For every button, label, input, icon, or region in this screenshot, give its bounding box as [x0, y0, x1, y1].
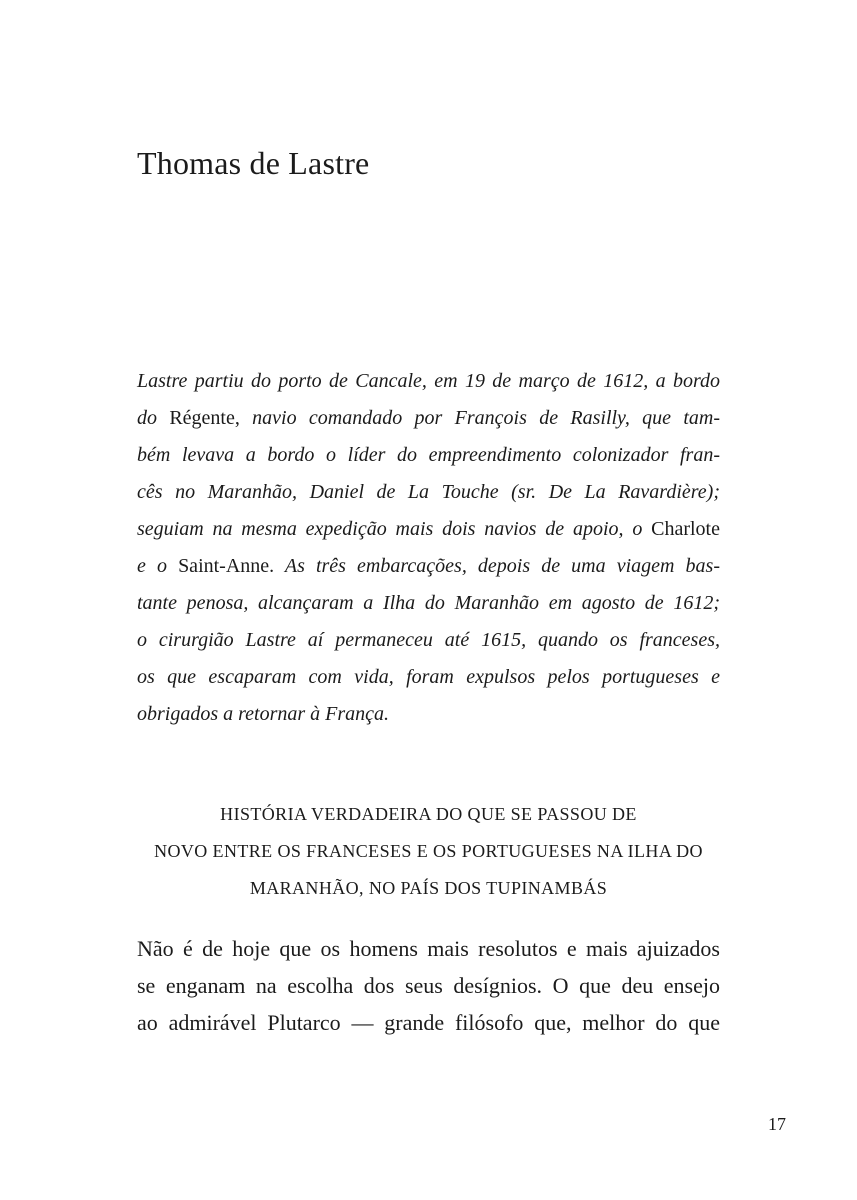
body-paragraph	[137, 930, 720, 1041]
lede-line	[137, 400, 720, 437]
text-segment: Saint-Anne.	[178, 555, 275, 577]
lede-line	[137, 437, 720, 474]
text-segment: do	[137, 407, 170, 429]
section-heading-line: HISTÓRIA VERDADEIRA DO QUE SE PASSOU DE	[220, 804, 637, 824]
lede-line	[137, 585, 720, 622]
text-segment: seguiam na mesma expedição mais dois navios de apoio, o	[137, 518, 652, 540]
lede-line	[137, 548, 720, 585]
text-segment: As três embarcações, depois de uma viagem bas-	[274, 555, 720, 577]
text-segment: obrigados a retornar à França.	[137, 703, 390, 725]
lede-line	[137, 363, 720, 400]
page-number: 17	[768, 1114, 786, 1134]
text-segment: Régente,	[169, 407, 240, 429]
lede-line	[137, 659, 720, 696]
text-segment: e o	[137, 555, 179, 577]
text-segment: o cirurgião Lastre aí permaneceu até 1615, quando os franceses,	[137, 629, 720, 651]
text-segment: Charlote	[651, 518, 720, 540]
text-segment: bém levava a bordo o líder do empreendimento colonizador fran-	[137, 444, 720, 466]
text-segment: tante penosa, alcançaram a Ilha do Maranhão em agosto de 1612;	[137, 592, 720, 614]
body-line: ao admirável Plutarco — grande filósofo que, melhor do que	[137, 1010, 720, 1035]
lede-line	[137, 474, 720, 511]
lede-line	[137, 622, 720, 659]
chapter-title: Thomas de Lastre	[137, 145, 370, 181]
text-segment: navio comandado por François de Rasilly, que tam-	[239, 407, 720, 429]
text-segment: os que escaparam com vida, foram expulsos pelos portugueses e	[137, 666, 720, 688]
section-heading-line: NOVO ENTRE OS FRANCESES E OS PORTUGUESES NA ILHA DO	[154, 841, 703, 861]
lede-line	[137, 696, 720, 733]
body-line: se enganam na escolha dos seus desígnios. O que deu ensejo	[137, 973, 720, 998]
lede-paragraph	[137, 363, 720, 733]
text-segment: cês no Maranhão, Daniel de La Touche (sr. De La Ravardière);	[137, 481, 720, 503]
section-heading-line: MARANHÃO, NO PAÍS DOS TUPINAMBÁS	[249, 878, 608, 898]
text-segment: Lastre partiu do porto de Cancale, em 19 de março de 1612, a bordo	[137, 370, 720, 392]
lede-line	[137, 511, 720, 548]
body-line: Não é de hoje que os homens mais resolutos e mais ajuizados	[137, 936, 720, 961]
section-heading	[137, 796, 720, 907]
